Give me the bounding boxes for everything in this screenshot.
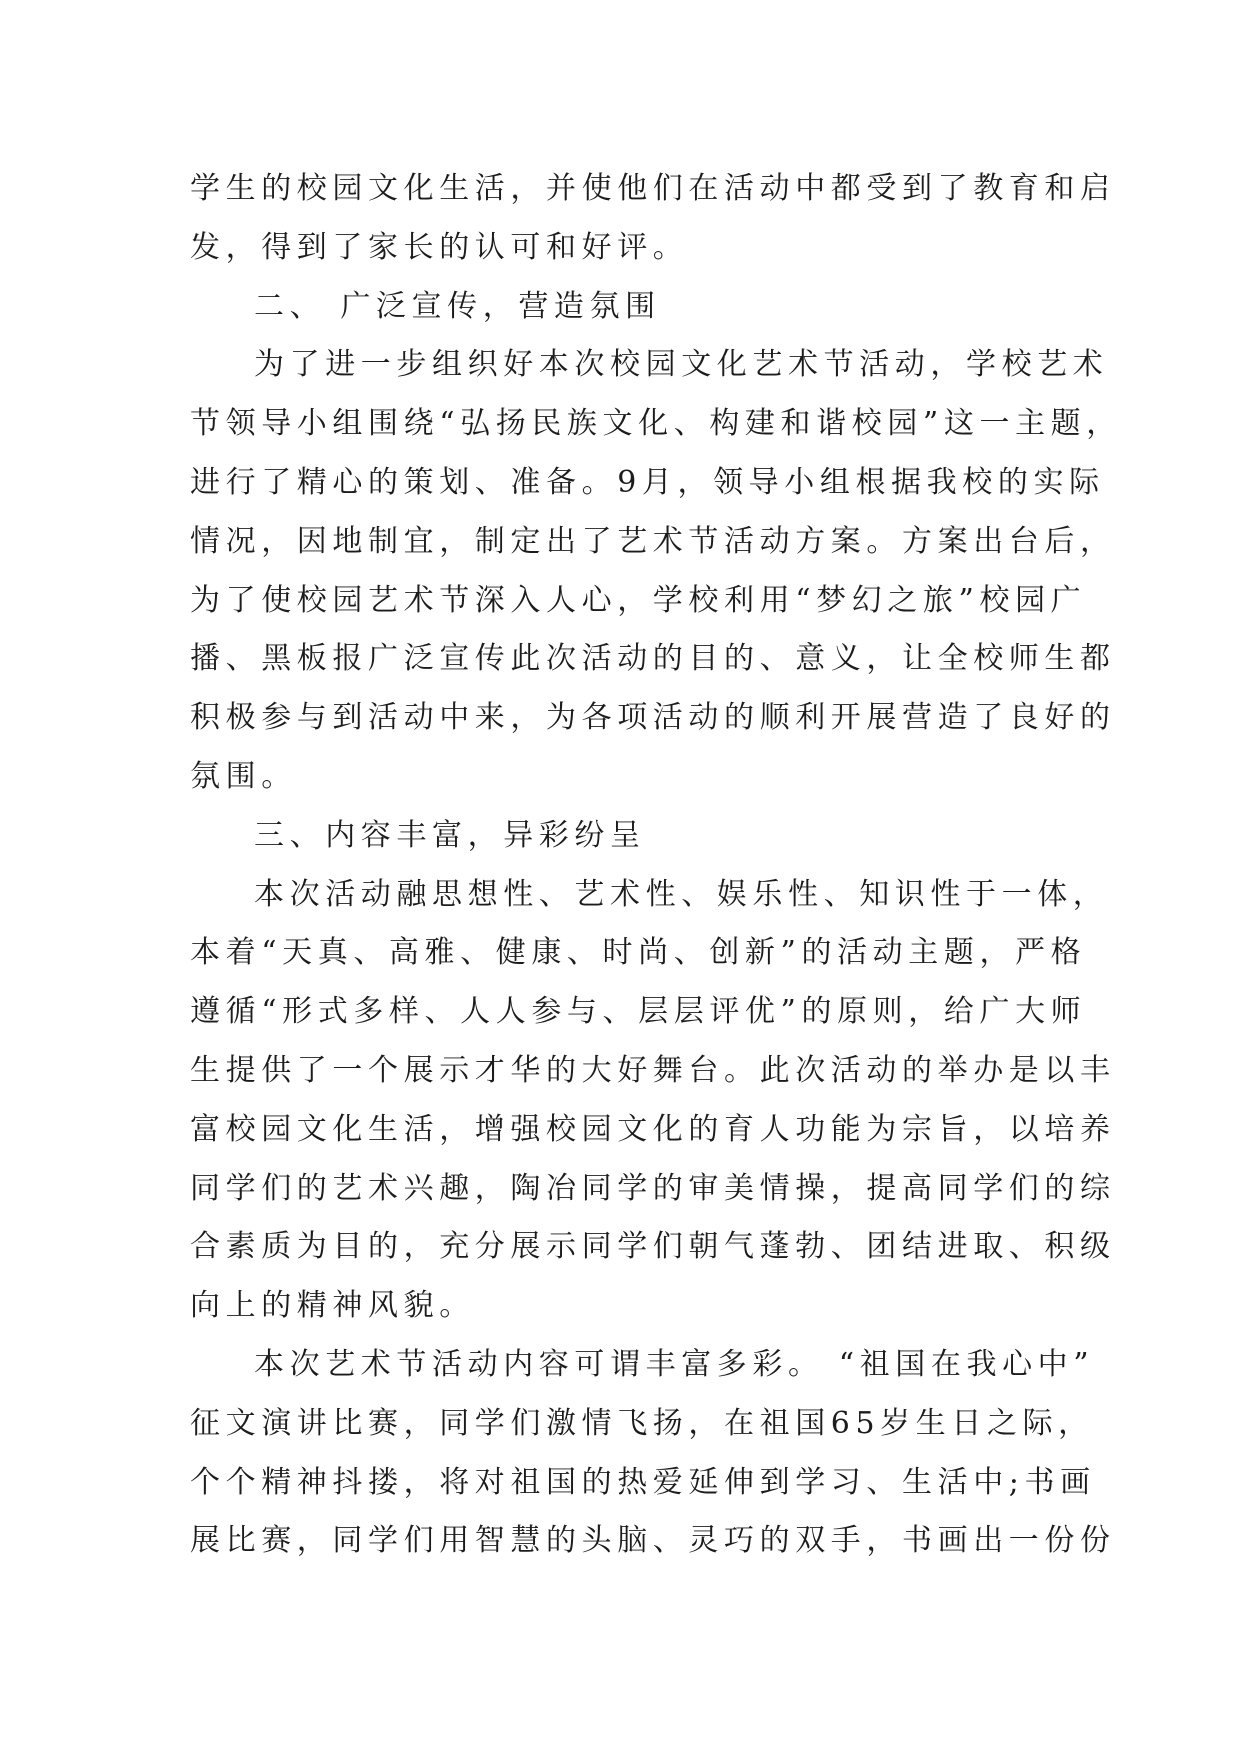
text-line: 为了进一步组织好本次校园文化艺术节活动，学校艺术	[254, 347, 1109, 383]
text-line: 二、 广泛宣传，营造氛围	[254, 288, 661, 324]
text-line: 征文演讲比赛，同学们激情飞扬，在祖国65岁生日之际，	[190, 1405, 1094, 1441]
text-line: 同学们的艺术兴趣，陶冶同学的审美情操，提高同学们的综	[190, 1170, 1116, 1206]
text-line: 合素质为目的，充分展示同学们朝气蓬勃、团结进取、积级	[190, 1229, 1116, 1265]
text-line: 展比赛，同学们用智慧的头脑、灵巧的双手，书画出一份份	[190, 1523, 1116, 1559]
text-line: 学生的校园文化生活，并使他们在活动中都受到了教育和启	[190, 171, 1116, 206]
text-line: 节领导小组围绕“弘扬民族文化、构建和谐校园”这一主题，	[190, 406, 1122, 442]
text-line: 氛围。	[190, 758, 297, 794]
text-line: 富校园文化生活，增强校园文化的育人功能为宗旨，以培养	[190, 1111, 1116, 1147]
text-line: 积极参与到活动中来，为各项活动的顺利开展营造了良好的	[190, 700, 1116, 736]
text-line: 本次活动融思想性、艺术性、娱乐性、知识性于一体，	[254, 876, 1109, 912]
text-line: 个个精神抖搂，将对祖国的热爱延伸到学习、生活中;书画	[190, 1464, 1096, 1500]
text-line: 本着“天真、高雅、健康、时尚、创新”的活动主题，严格	[190, 935, 1087, 971]
text-line: 三、内容丰富，异彩纷呈	[254, 817, 646, 853]
text-line: 本次艺术节活动内容可谓丰富多彩。 “祖国在我心中”	[254, 1346, 1095, 1382]
text-line: 播、黑板报广泛宣传此次活动的目的、意义，让全校师生都	[190, 641, 1116, 677]
text-line: 发，得到了家长的认可和好评。	[190, 229, 689, 265]
text-line: 向上的精神风貌。	[190, 1288, 475, 1324]
text-line: 遵循“形式多样、人人参与、层层评优”的原则，给广大师	[190, 994, 1087, 1030]
text-line: 生提供了一个展示才华的大好舞台。此次活动的举办是以丰	[190, 1052, 1116, 1088]
document-body	[190, 160, 1122, 1571]
text-line: 为了使校园艺术节深入人心，学校利用“梦幻之旅”校园广	[190, 582, 1087, 618]
text-line: 情况，因地制宜，制定出了艺术节活动方案。方案出台后，	[190, 523, 1116, 559]
text-line: 进行了精心的策划、准备。9月，领导小组根据我校的实际	[190, 464, 1105, 500]
